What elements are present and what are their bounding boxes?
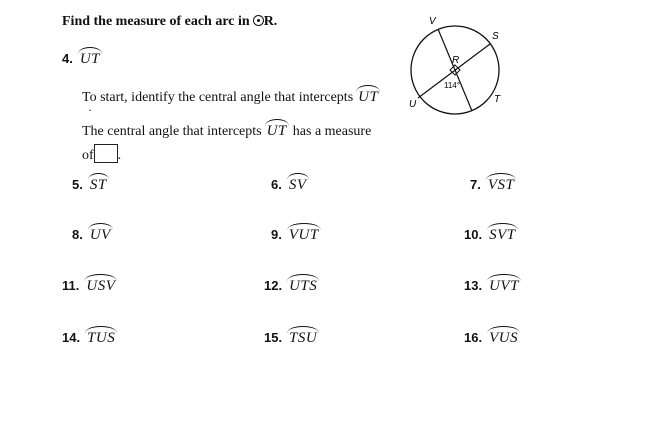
arc-label: SVT — [489, 223, 516, 244]
circle-dot-symbol — [253, 15, 264, 26]
step-1-text: To start, identify the central angle that intercepts — [82, 90, 354, 105]
problem-14 — [62, 326, 115, 347]
of-label: of — [82, 148, 94, 163]
arc-label: ST — [90, 173, 107, 194]
problem-9 — [271, 223, 319, 244]
problem-number: 14. — [62, 330, 81, 345]
label-t: T — [494, 94, 501, 105]
problem-7 — [470, 173, 514, 194]
label-u: U — [409, 99, 417, 110]
step-2-arc: UT — [267, 119, 287, 140]
problem-12 — [264, 274, 317, 295]
arc-label: UTS — [289, 274, 317, 295]
problem-number: 13. — [464, 278, 483, 293]
problem-15 — [264, 326, 317, 347]
answer-box[interactable] — [94, 144, 118, 163]
arc-label: USV — [86, 274, 115, 295]
circle-name: R. — [263, 14, 278, 29]
worksheet-title — [62, 14, 277, 30]
problem-number: 6. — [271, 177, 282, 192]
angle-label: 114° — [444, 81, 460, 90]
problem-number: 16. — [464, 330, 483, 345]
problem-number: 8. — [72, 227, 83, 242]
arc-label: VUT — [289, 223, 319, 244]
arc-label: TSU — [289, 326, 317, 347]
period: . — [117, 148, 122, 163]
arc-label: UT — [80, 47, 100, 68]
problem-16 — [464, 326, 518, 347]
arc-label: SV — [289, 173, 307, 194]
problem-number: 5. — [72, 177, 83, 192]
problem-number: 7. — [470, 177, 481, 192]
circle-diagram — [400, 12, 510, 124]
answer-line — [82, 144, 121, 164]
problem-10 — [464, 223, 516, 244]
problem-13 — [464, 274, 519, 295]
problem-11 — [62, 274, 115, 295]
label-v: V — [429, 16, 436, 27]
step-2-text: The central angle that intercepts — [82, 124, 262, 139]
problem-4-step-2 — [82, 119, 371, 140]
problem-number: 4. — [62, 51, 73, 66]
problem-4-step-1 — [82, 85, 378, 106]
arc-label: TUS — [87, 326, 115, 347]
problem-number: 12. — [264, 278, 283, 293]
dot-mark: · — [88, 103, 92, 117]
step-2-suffix: has a measure — [292, 124, 372, 139]
problem-number: 15. — [264, 330, 283, 345]
problem-6 — [271, 173, 307, 194]
problem-8 — [72, 223, 111, 244]
problem-number: 11. — [62, 278, 80, 293]
problem-number: 10. — [464, 227, 483, 242]
problem-number: 9. — [271, 227, 282, 242]
step-1-arc: UT — [358, 85, 378, 106]
label-r: R — [452, 55, 460, 66]
title-text: Find the measure of each arc in — [62, 14, 250, 29]
arc-label: UV — [90, 223, 111, 244]
arc-label: UVT — [489, 274, 519, 295]
problem-4 — [62, 47, 100, 68]
problem-5 — [72, 173, 107, 194]
arc-label: VUS — [489, 326, 518, 347]
label-s: S — [492, 31, 499, 42]
arc-label: VST — [488, 173, 515, 194]
